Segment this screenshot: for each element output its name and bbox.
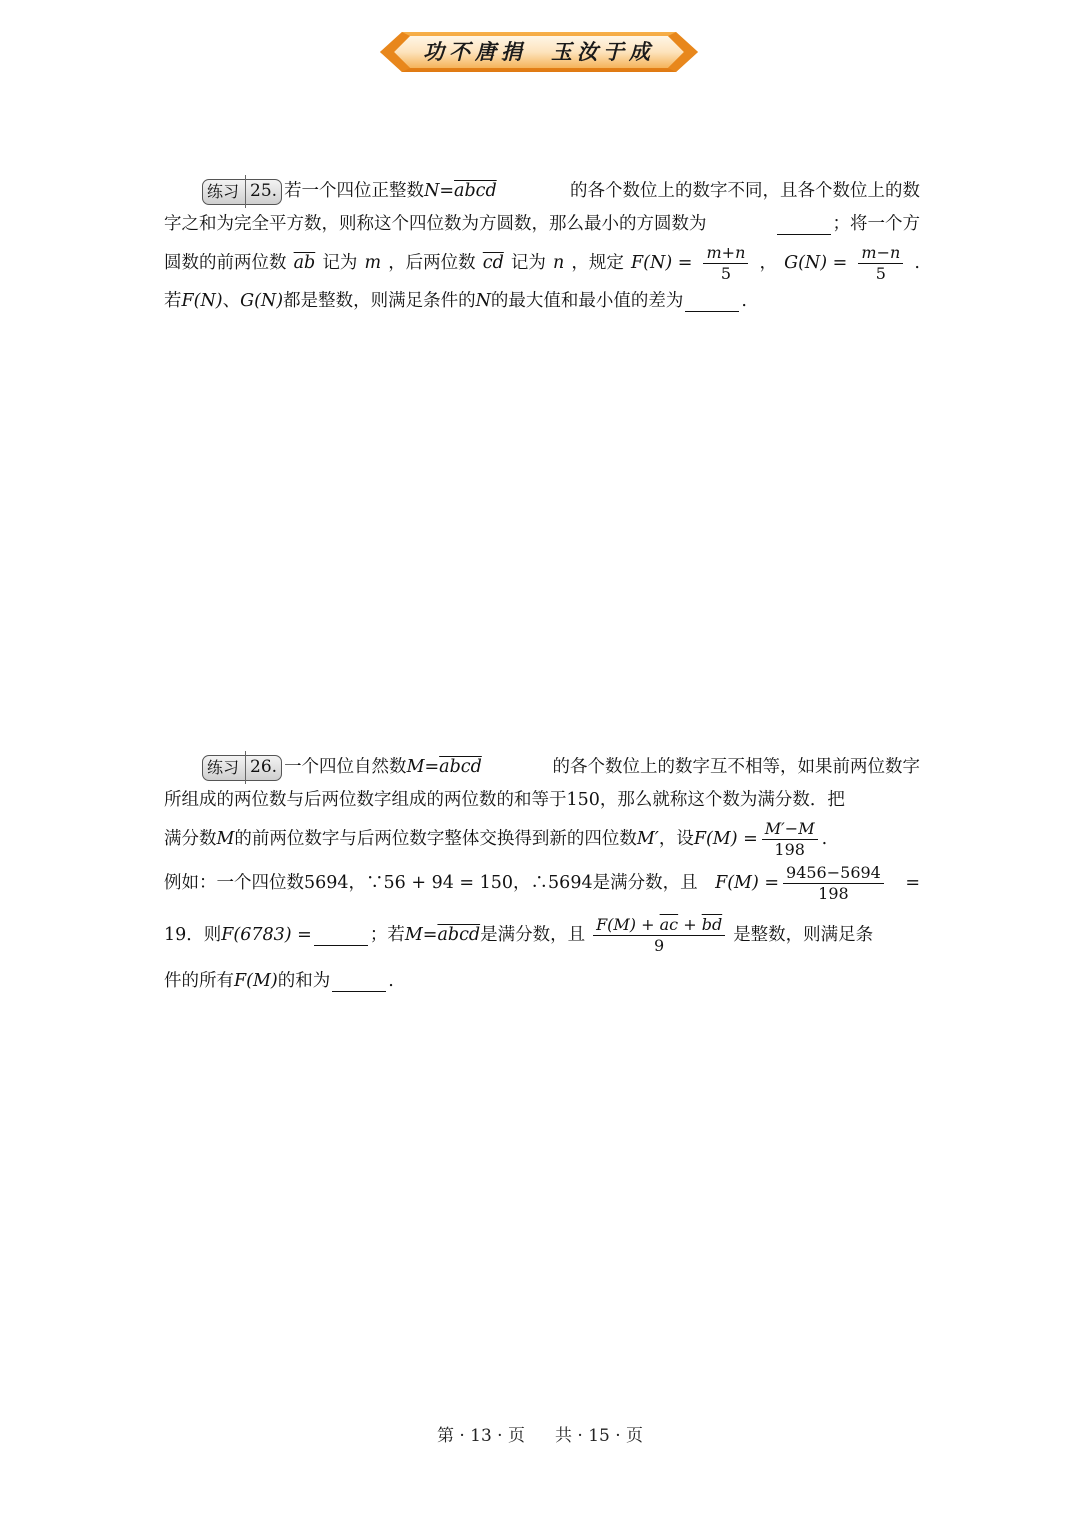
text: .	[741, 291, 747, 311]
math: M′	[636, 828, 659, 849]
numerator: 9456−5694	[783, 863, 884, 884]
math: n	[553, 252, 565, 273]
text: 圆数的前两位数	[164, 252, 287, 273]
numerator: M′−M	[762, 819, 818, 840]
page-total: 共 · 15 · 页	[555, 1426, 644, 1446]
problem-26-line-6	[164, 965, 920, 998]
text: 满分数	[164, 828, 217, 849]
text: ，	[759, 252, 777, 273]
text: 的各个数位上的数字互不相等，如果前两位数字	[552, 757, 920, 777]
problem-25-line-2	[164, 208, 920, 241]
problem-26-line-4	[164, 861, 920, 905]
text: 字之和为完全平方数，则称这个四位数为方圆数，那么最小的方圆数为	[164, 214, 707, 234]
text: ，设	[658, 828, 694, 849]
math: M	[406, 757, 425, 777]
problem-26-line-1	[164, 751, 920, 784]
page-footer	[0, 1421, 1080, 1446]
math: F(M) =	[715, 872, 780, 893]
problem-25-line-3	[164, 241, 920, 285]
denominator: 198	[774, 839, 805, 859]
text: =	[905, 872, 920, 893]
numerator: m+n	[703, 243, 748, 264]
text: ；若	[369, 924, 405, 945]
banner-right-text: 玉汝于成	[551, 39, 655, 64]
math: M	[216, 828, 235, 849]
text: 19．则	[164, 924, 222, 945]
problem-26-line-2	[164, 784, 920, 817]
math-overline: $\overline{bd}$	[701, 914, 723, 934]
answer-blank	[685, 291, 739, 312]
fraction	[703, 243, 748, 284]
text: .	[914, 252, 920, 273]
math-overline: abcd	[439, 757, 482, 777]
math: N	[475, 291, 491, 311]
text: 、	[222, 291, 241, 311]
text: 是整数，则满足条	[733, 924, 874, 945]
problem-25	[164, 175, 920, 318]
denominator: 198	[818, 883, 849, 903]
math: F(N) =	[631, 252, 693, 273]
badge-label: 练习	[207, 175, 246, 208]
text: ；将一个方	[832, 214, 920, 234]
page-number: 第 · 13 · 页	[436, 1426, 525, 1446]
problem-26	[164, 751, 920, 998]
math-overline: $\overline{cd}$	[482, 252, 504, 273]
problem-number: 25.	[250, 181, 278, 201]
answer-blank	[777, 214, 831, 235]
math: N	[424, 181, 440, 201]
math: G(N)	[240, 291, 284, 311]
fraction	[783, 863, 884, 904]
math-overline: $\overline{ab}$	[293, 252, 316, 273]
problem-number: 26.	[250, 757, 278, 777]
math: F(M) +	[596, 914, 660, 934]
math: =	[424, 757, 440, 777]
text: 若	[164, 291, 182, 311]
fraction	[762, 819, 818, 860]
math: F(N)	[181, 291, 223, 311]
exercise-badge	[202, 179, 282, 205]
problem-25-line-1	[164, 175, 920, 208]
text: 记为	[322, 252, 358, 273]
answer-blank	[314, 925, 368, 946]
answer-blank	[332, 971, 386, 992]
text: 的最大值和最小值的差为	[490, 291, 684, 311]
text: 件的所有	[164, 971, 234, 991]
numerator: m−n	[858, 243, 903, 264]
text: 一个四位自然数	[284, 757, 407, 777]
math: =	[439, 181, 455, 201]
header-banner	[380, 30, 698, 74]
text: .	[388, 971, 394, 991]
text: 例如：一个四位数5694，∵56 + 94 = 150，∴5694是满分数，且	[164, 872, 698, 893]
math: F(M) =	[693, 828, 758, 849]
fraction	[858, 243, 903, 284]
math: m	[364, 252, 382, 273]
denominator: 5	[875, 263, 886, 283]
math-overline: abcd	[437, 924, 481, 945]
math: =	[422, 924, 438, 945]
problem-26-line-5	[164, 905, 920, 965]
text: 的前两位数字与后两位数字整体交换得到新的四位数	[234, 828, 637, 849]
text: 若一个四位正整数	[284, 181, 425, 201]
math: F(M)	[234, 971, 278, 991]
fraction	[593, 915, 725, 956]
text: ，规定	[571, 252, 624, 273]
banner-left-text: 功不唐捐	[423, 39, 527, 64]
numerator	[593, 915, 725, 936]
math: M	[404, 924, 423, 945]
math: G(N) =	[784, 252, 848, 273]
exercise-badge	[202, 755, 282, 781]
math-overline: abcd	[454, 181, 497, 201]
denominator: 5	[720, 263, 732, 283]
text: 记为	[510, 252, 546, 273]
problem-25-line-4	[164, 285, 920, 318]
problem-26-line-3	[164, 817, 920, 861]
text: 所组成的两位数与后两位数字组成的两位数的和等于150，那么就称这个数为满分数．把	[164, 790, 845, 810]
math: +	[678, 914, 702, 934]
text: 的各个数位上的数字不同，且各个数位上的数	[570, 181, 920, 201]
text: 是满分数，且	[480, 924, 586, 945]
text: 的和为	[277, 971, 331, 991]
badge-label: 练习	[207, 751, 246, 784]
text: ，后两位数	[388, 252, 476, 273]
text: 都是整数，则满足条件的	[283, 291, 476, 311]
denominator: 9	[654, 935, 665, 955]
text: .	[821, 828, 828, 849]
math: F(6783) =	[221, 924, 312, 945]
math-overline: $\overline{ac}$	[659, 914, 679, 934]
banner-text	[380, 30, 698, 74]
